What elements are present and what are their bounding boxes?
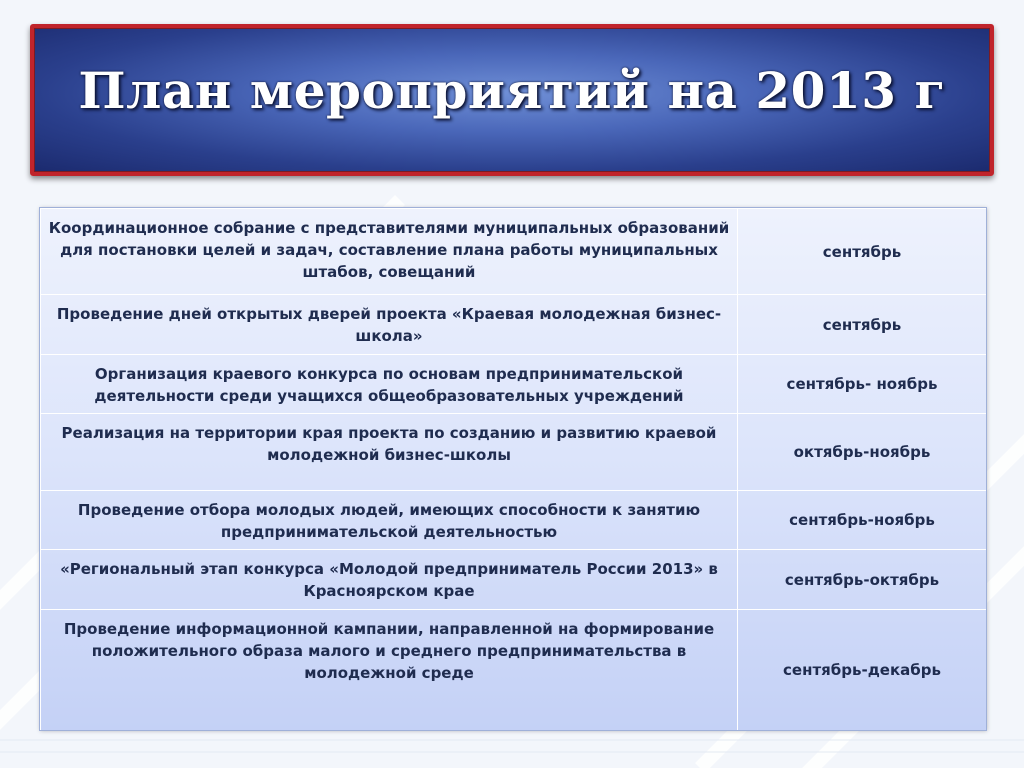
task-cell: Проведение отбора молодых людей, имеющих способности к занятию предпринимательской деятельностью [41, 491, 738, 550]
task-cell: Реализация на территории края проекта по созданию и развитию краевой молодежной бизнес-школы [41, 414, 738, 491]
table-row [41, 295, 987, 355]
task-cell: Проведение информационной кампании, направленной на формирование положительного образа малого и среднего предпринимательства в молодежной среде [41, 610, 738, 731]
period-cell: октябрь-ноябрь [738, 414, 987, 491]
table-row [41, 610, 987, 731]
period-cell: сентябрь [738, 209, 987, 295]
period-cell: сентябрь-октябрь [738, 550, 987, 610]
task-cell: Координационное собрание с представителями муниципальных образований для постановки целей и задач, составление плана работы муниципальных штабов, совещаний [41, 209, 738, 295]
task-cell: «Региональный этап конкурса «Молодой предприниматель России 2013» в Красноярском крае [41, 550, 738, 610]
table-row [41, 414, 987, 491]
title-banner [30, 24, 994, 176]
period-cell: сентябрь- ноябрь [738, 355, 987, 414]
period-cell: сентябрь-ноябрь [738, 491, 987, 550]
task-cell: Проведение дней открытых дверей проекта «Краевая молодежная бизнес-школа» [41, 295, 738, 355]
table-row [41, 491, 987, 550]
table-row [41, 209, 987, 295]
table-row [41, 550, 987, 610]
period-cell: сентябрь-декабрь [738, 610, 987, 731]
events-plan-table [40, 208, 987, 731]
task-cell: Организация краевого конкурса по основам предпринимательской деятельности среди учащихся общеобразовательных учреждений [41, 355, 738, 414]
slide-title: План мероприятий на 2013 г [78, 60, 946, 120]
period-cell: сентябрь [738, 295, 987, 355]
table-row [41, 355, 987, 414]
